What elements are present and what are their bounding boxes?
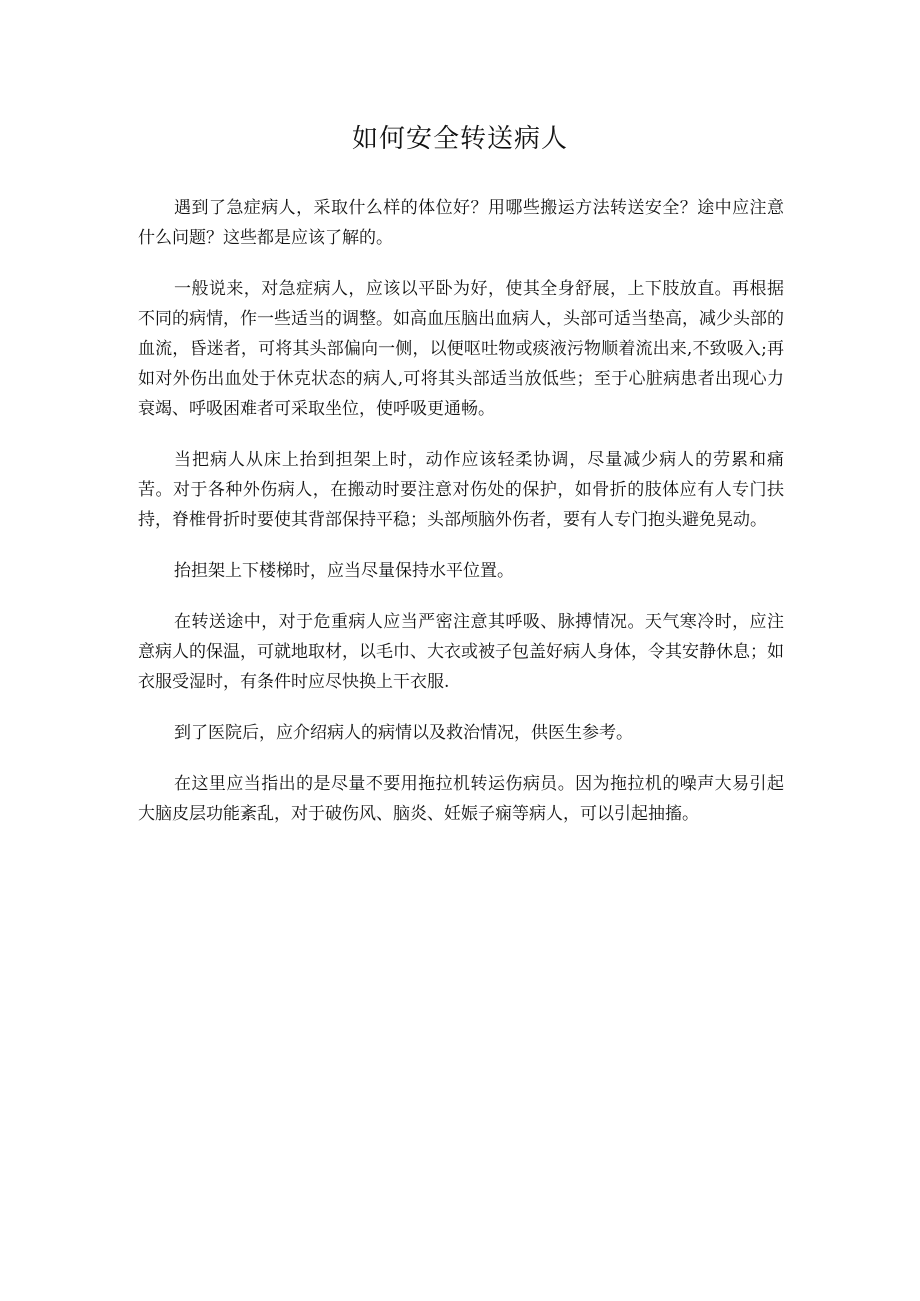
paragraph: 在这里应当指出的是尽量不要用拖拉机转运伤病员。因为拖拉机的噪声大易引起大脑皮层功能紊乱，对于破伤风、脑炎、妊娠子痫等病人，可以引起抽搐。 xyxy=(138,774,784,824)
document-body xyxy=(138,193,784,850)
paragraph: 到了医院后，应介绍病人的病情以及救治情况，供医生参考。 xyxy=(174,723,633,743)
paragraph: 当把病人从床上抬到担架上时，动作应该轻柔协调，尽量减少病人的劳累和痛苦。对于各种外伤病人，在搬动时要注意对伤处的保护，如骨折的肢体应有人专门扶持，脊椎骨折时要使其背部保持平稳；头部颅脑外伤者，要有人专门抱头避免晃动。 xyxy=(138,450,784,530)
paragraph: 抬担架上下楼梯时，应当尽量保持水平位置。 xyxy=(174,561,514,581)
paragraph: 在转送途中，对于危重病人应当严密注意其呼吸、脉搏情况。天气寒冷时，应注意病人的保温，可就地取材，以毛巾、大衣或被子包盖好病人身体，令其安静休息；如衣服受湿时，有条件时应尽快换上干衣服. xyxy=(138,612,784,692)
document-title: 如何安全转送病人 xyxy=(351,124,568,154)
paragraph: 一般说来，对急症病人，应该以平卧为好，使其全身舒展，上下肢放直。再根据不同的病情，作一些适当的调整。如高血压脑出血病人，头部可适当垫高，减少头部的血流，昏迷者，可将其头部偏向一侧，以便呕吐物或痰液污物顺着流出来,不致吸入;再如对外伤出血处于休克状态的病人,可将其头部适当放低些；至于心脏病患者出现心力衰竭、呼吸困难者可采取坐位，使呼吸更通畅。 xyxy=(138,279,784,419)
paragraph: 遇到了急症病人，采取什么样的体位好？用哪些搬运方法转送安全？途中应注意什么问题？这些都是应该了解的。 xyxy=(138,198,784,248)
